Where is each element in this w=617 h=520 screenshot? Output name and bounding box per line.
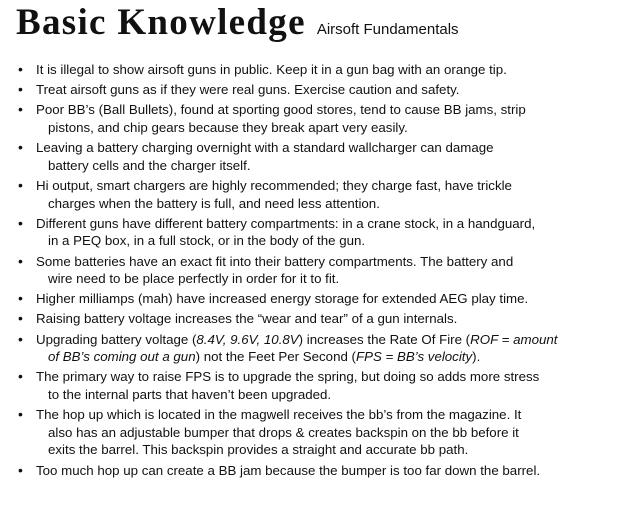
bullet-item <box>18 331 616 366</box>
bullet-list <box>18 61 616 482</box>
bullet-text-line: charges when the battery is full, and need less attention. <box>48 195 380 211</box>
bullet-text-line: Upgrading battery voltage (8.4V, 9.6V, 10.8V) increases the Rate Of Fire (ROF = amount <box>36 331 558 347</box>
bullet-text-line: Different guns have different battery compartments: in a crane stock, in a handguard, <box>36 215 536 231</box>
bullet-point-icon: • <box>18 330 23 347</box>
bullet-item <box>18 462 616 480</box>
bullet-item <box>18 61 616 79</box>
bullet-point-icon: • <box>18 310 23 327</box>
bullet-point-icon: • <box>18 81 23 98</box>
bullet-item <box>18 290 616 308</box>
document-subtitle: Airsoft Fundamentals <box>316 21 459 38</box>
document-header <box>16 0 459 46</box>
bullet-text-line: Poor BB’s (Ball Bullets), found at sporting good stores, tend to cause BB jams, strip <box>36 102 526 118</box>
bullet-text-line: Higher milliamps (mah) have increased energy storage for extended AEG play time. <box>36 291 529 307</box>
bullet-item <box>18 368 616 403</box>
bullet-text-line: The hop up which is located in the magwell receives the bb’s from the magazine. It <box>36 407 522 423</box>
bullet-text-line: pistons, and chip gears because they break apart very easily. <box>48 119 408 135</box>
bullet-point-icon: • <box>18 139 23 156</box>
bullet-text-line: Some batteries have an exact fit into their battery compartments. The battery and <box>36 253 514 269</box>
italic-text: ROF = amount <box>470 331 558 347</box>
bullet-text-line: Too much hop up can create a BB jam because the bumper is too far down the barrel. <box>36 462 541 478</box>
bullet-point-icon: • <box>18 290 23 307</box>
bullet-text-line: exits the barrel. This backspin provides a straight and accurate bb path. <box>48 442 469 458</box>
italic-text: 8.4V, 9.6V, 10.8V <box>196 331 299 347</box>
bullet-text-line: battery cells and the charger itself. <box>48 157 251 173</box>
bullet-text-line: Leaving a battery charging overnight with a standard wallcharger can damage <box>36 140 494 156</box>
bullet-text-line: It is illegal to show airsoft guns in public. Keep it in a gun bag with an orange tip. <box>36 62 507 77</box>
bullet-point-icon: • <box>18 406 23 423</box>
bullet-item <box>18 406 616 459</box>
bullet-point-icon: • <box>18 101 23 118</box>
document-title: Basic Knowledge <box>16 2 306 43</box>
bullet-item <box>18 253 616 288</box>
bullet-point-icon: • <box>18 176 23 193</box>
bullet-text-line: The primary way to raise FPS is to upgrade the spring, but doing so adds more stress <box>36 369 540 385</box>
bullet-point-icon: • <box>18 252 23 269</box>
bullet-item <box>18 139 616 174</box>
bullet-text-line: of BB’s coming out a gun) not the Feet Per Second (FPS = BB’s velocity). <box>48 349 481 365</box>
bullet-item <box>18 101 616 136</box>
bullet-point-icon: • <box>18 368 23 385</box>
bullet-point-icon: • <box>18 61 23 77</box>
bullet-item <box>18 81 616 99</box>
bullet-item <box>18 215 616 250</box>
italic-text: of BB’s coming out a gun <box>48 349 196 365</box>
bullet-point-icon: • <box>18 461 23 478</box>
bullet-text-line: in a PEQ box, in a full stock, or in the body of the gun. <box>48 233 366 249</box>
bullet-item <box>18 177 616 212</box>
bullet-text-line: Treat airsoft guns as if they were real guns. Exercise caution and safety. <box>36 82 460 98</box>
bullet-text-line: wire need to be place perfectly in order for it to fit. <box>48 271 340 287</box>
italic-text: FPS = BB’s velocity <box>355 349 473 365</box>
bullet-text-line: to the internal parts that haven’t been upgraded. <box>48 387 332 403</box>
bullet-text-line: Hi output, smart chargers are highly recommended; they charge fast, have trickle <box>36 177 512 193</box>
bullet-text-line: Raising battery voltage increases the “wear and tear” of a gun internals. <box>36 311 458 327</box>
bullet-point-icon: • <box>18 214 23 231</box>
bullet-item <box>18 310 616 328</box>
bullet-text-line: also has an adjustable bumper that drops & creates backspin on the bb before it <box>48 424 519 440</box>
